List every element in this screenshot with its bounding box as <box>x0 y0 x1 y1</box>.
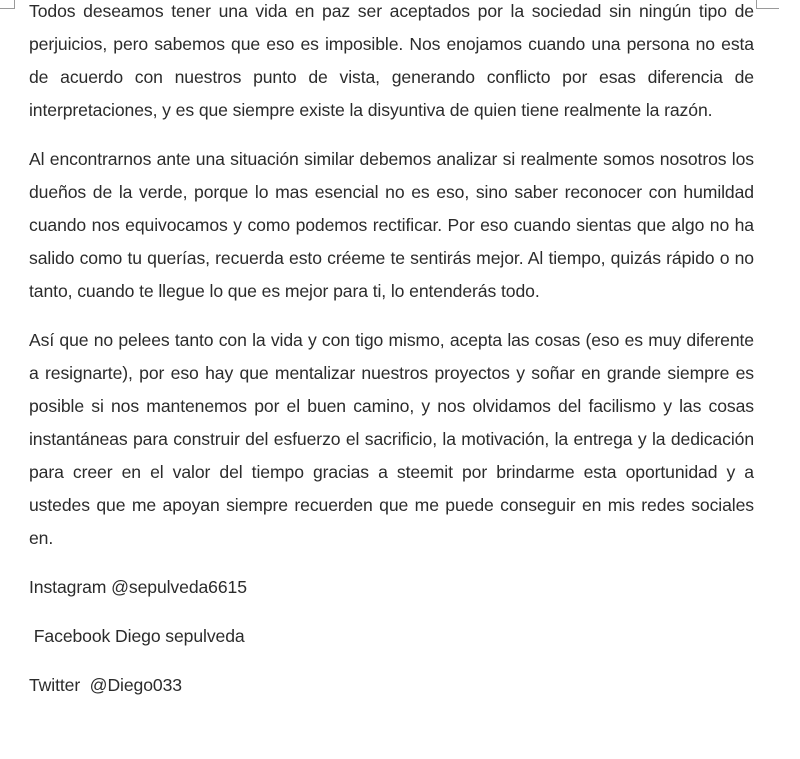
paragraph-2: Al encontrarnos ante una situación similar debemos analizar si realmente somos nosotros los dueños de la verde, porque lo mas esencial no es eso, sino saber reconocer con humildad cuando nos equivocamos y como podemos rectificar. Por eso cuando sientas que algo no ha salido como tu querías, recuerda esto créeme te sentirás mejor. Al tiempo, quizás rápido o no tanto, cuando te llegue lo que es mejor para ti, lo entenderás todo. <box>29 149 754 301</box>
crop-mark-top-right <box>756 0 779 9</box>
twitter-line: Twitter @Diego033 <box>29 675 182 695</box>
crop-mark-top-left <box>0 0 15 9</box>
instagram-line: Instagram @sepulveda6615 <box>29 577 247 597</box>
paragraph-3: Así que no pelees tanto con la vida y con tigo mismo, acepta las cosas (eso es muy diferente a resignarte), por eso hay que mentalizar nuestros proyectos y soñar en grande siempre es posible si nos mantenemos por el buen camino, y nos olvidamos del facilismo y las cosas instantáneas para construir del esfuerzo el sacrificio, la motivación, la entrega y la dedicación para creer en el valor del tiempo gracias a steemit por brindarme esta oportunidad y a ustedes que me apoyan siempre recuerden que me puede conseguir en mis redes sociales en. <box>29 330 754 548</box>
facebook-line: Facebook Diego sepulveda <box>29 626 245 646</box>
paragraph-1: Todos deseamos tener una vida en paz ser aceptados por la sociedad sin ningún tipo de perjuicios, pero sabemos que eso es imposible. Nos enojamos cuando una persona no esta de acuerdo con nuestros punto de vista, generando conflicto por esas diferencia de interpretaciones, y es que siempre existe la disyuntiva de quien tiene realmente la razón. <box>29 1 754 120</box>
document-body[interactable] <box>29 0 754 718</box>
